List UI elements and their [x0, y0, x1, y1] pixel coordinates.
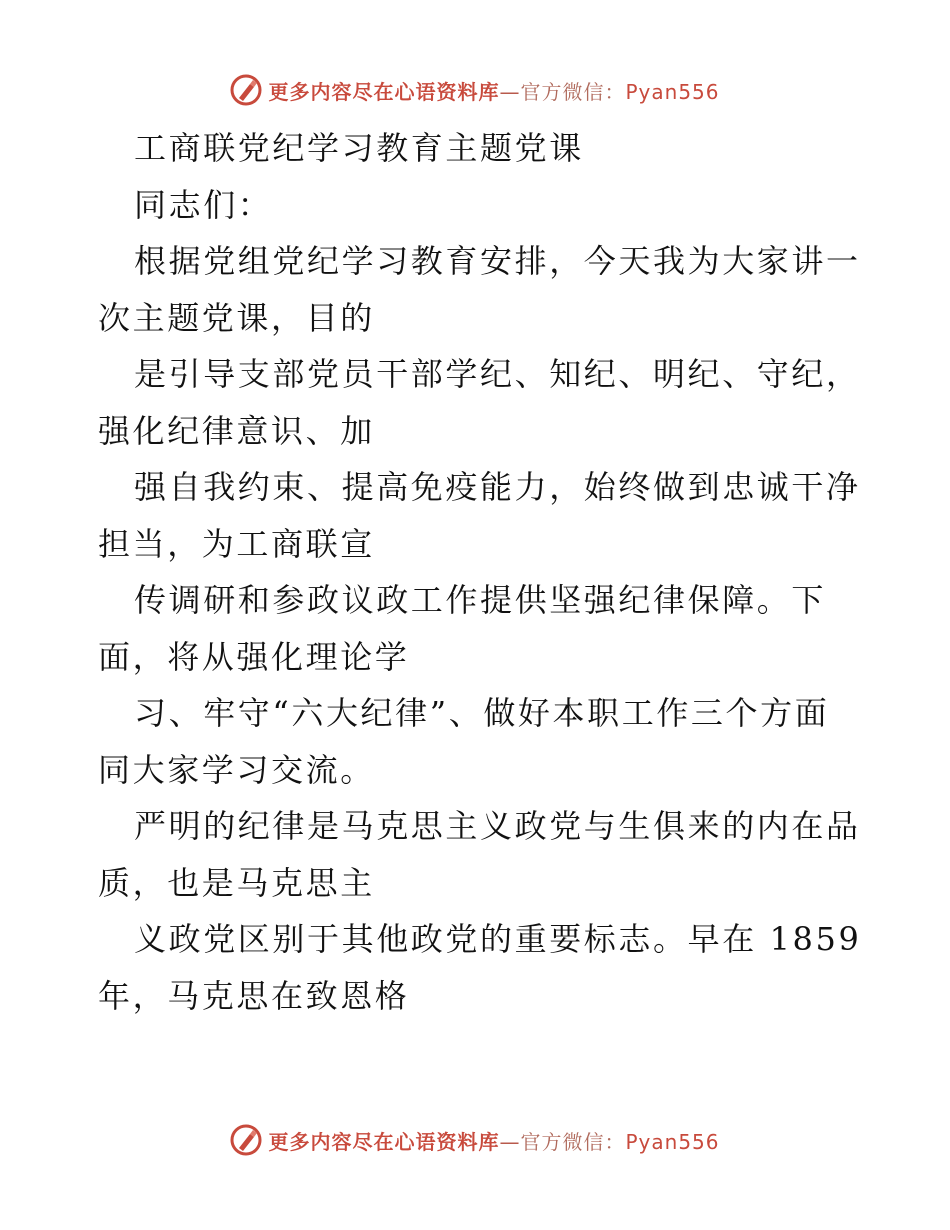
document-title: 工商联党纪学习教育主题党课	[134, 129, 584, 167]
watermark-text	[268, 1126, 719, 1155]
text-line: 质，也是马克思主	[98, 863, 375, 902]
watermark-official-label: 官方微信：	[520, 1129, 626, 1154]
text-line: 强自我约束、提高免疫能力，始终做到忠诚干净	[134, 468, 861, 506]
text-line: 面，将从强化理论学	[98, 637, 410, 676]
text-line: 根据党组党纪学习教育安排，今天我为大家讲一	[134, 242, 861, 280]
text-line: 是引导支部党员干部学纪、知纪、明纪、守纪，	[134, 355, 861, 393]
header-watermark	[0, 70, 950, 110]
salutation: 同志们：	[134, 185, 273, 224]
text-line: 同大家学习交流。	[98, 750, 375, 789]
text-line: 强化纪律意识、加	[98, 411, 375, 450]
text-line: 次主题党课，目的	[98, 298, 375, 337]
text-line: 严明的纪律是马克思主义政党与生俱来的内在品	[134, 807, 861, 845]
pen-in-circle-logo-icon	[230, 1124, 262, 1156]
text-line: 习、牢守“六大纪律”、做好本职工作三个方面	[134, 694, 830, 732]
footer-watermark	[0, 1120, 950, 1160]
text-line: 年，马克思在致恩格	[98, 976, 410, 1015]
watermark-wechat-id: Pyan556	[625, 1129, 720, 1154]
watermark-official-label: 官方微信：	[520, 79, 626, 104]
watermark-brand: 更多内容尽在心语资料库	[268, 1129, 500, 1154]
text-line: 义政党区别于其他政党的重要标志。早在 1859	[134, 920, 862, 958]
text-line: 传调研和参政议政工作提供坚强纪律保障。下	[134, 581, 827, 619]
watermark-separator: —	[499, 79, 521, 104]
watermark-separator: —	[499, 1129, 521, 1154]
watermark-brand: 更多内容尽在心语资料库	[268, 79, 500, 104]
watermark-text	[268, 76, 719, 105]
watermark-wechat-id: Pyan556	[625, 79, 720, 104]
document-body	[98, 120, 862, 1024]
text-line: 担当，为工商联宣	[98, 524, 375, 563]
pen-in-circle-logo-icon	[230, 74, 262, 106]
